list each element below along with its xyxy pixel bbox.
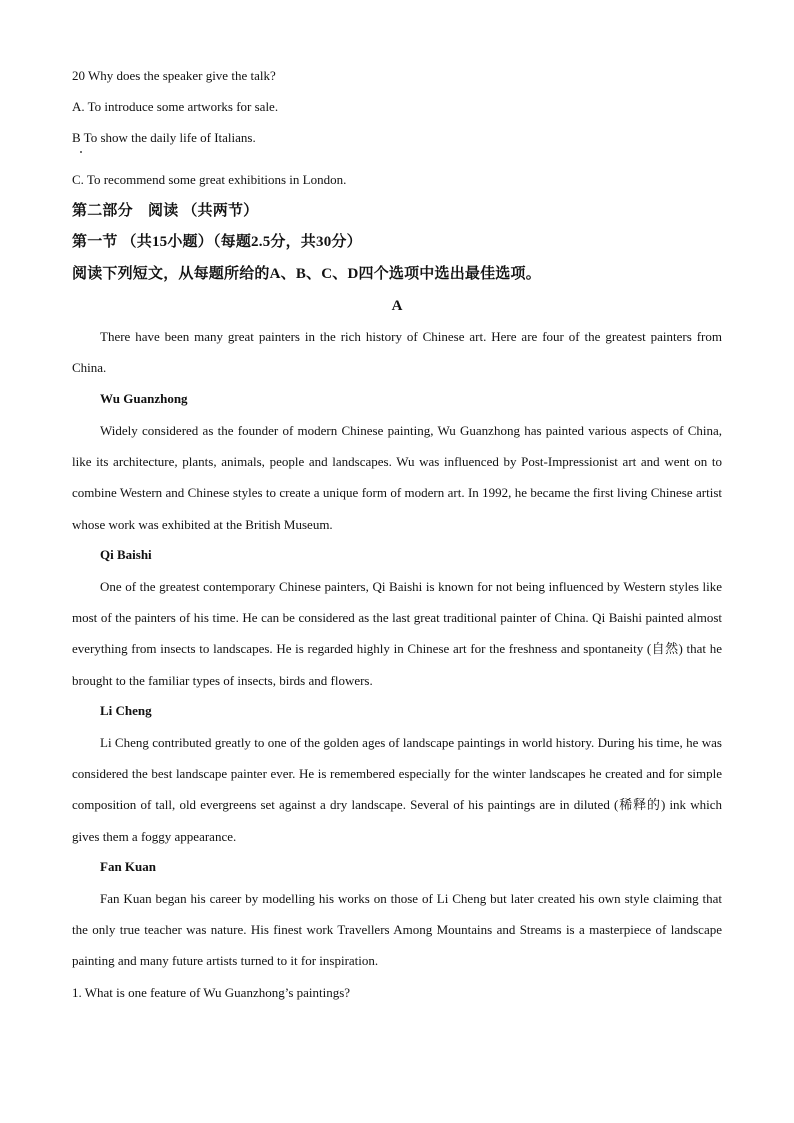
painter-text-qi-baishi: One of the greatest contemporary Chinese painters, Qi Baishi is known for not being influenced by Western styles like most of the painters of his time. He can be considered as the last great traditional painter of China. Qi Baishi painted almost everything from insects to landscapes. He is regarded highly in Chinese art for the freshness and spontaneity (自然) that he brought to the familiar types of insects, birds and flowers. [72, 579, 722, 688]
passage-intro: There have been many great painters in the rich history of Chinese art. Here are four of the greatest painters from China. [72, 329, 722, 376]
painter-text-wu-guanzhong: Widely considered as the founder of modern Chinese painting, Wu Guanzhong has painted various aspects of China, like its architecture, plants, animals, people and landscapes. Wu was influenced by Post-Impressionist art and went on to combine Western and Chinese styles to create a unique form of modern art. In 1992, he became the first living Chinese artist whose work was exhibited at the British Museum. [72, 423, 722, 532]
option-a: A. To introduce some artworks for sale. [72, 99, 279, 114]
painter-name-qi-baishi: Qi Baishi [100, 547, 152, 562]
part-title: 第二部分 阅读 （共两节） [72, 203, 259, 219]
question-1: 1. What is one feature of Wu Guanzhong’s paintings? [72, 985, 351, 1000]
painter-text-fan-kuan: Fan Kuan began his career by modelling his works on those of Li Cheng but later created his own style claiming that the only true teacher was nature. His finest work Travellers Among Mountains and Streams is a masterpiece of landscape painting and many future artists turned to it for inspiration. [72, 891, 722, 969]
instruction: 阅读下列短文，从每题所给的A、B、C、D四个选项中选出最佳选项。 [72, 266, 541, 282]
painter-name-fan-kuan: Fan Kuan [100, 859, 156, 874]
option-c: C. To recommend some great exhibitions in London. [72, 172, 347, 187]
stray-dot [80, 151, 82, 153]
option-b: B To show the daily life of Italians. [72, 130, 256, 145]
painter-name-wu-guanzhong: Wu Guanzhong [100, 391, 188, 406]
passage-label: A [391, 298, 403, 314]
painter-text-li-cheng: Li Cheng contributed greatly to one of the golden ages of landscape paintings in world history. During his time, he was considered the best landscape painter ever. He is remembered especially for the winter landscapes he created and for simple composition of tall, old evergreens set against a dry landscape. Several of his paintings are in diluted (稀释的) ink which gives them a foggy appearance. [72, 735, 722, 844]
section-title: 第一节 （共15小题）（每题2.5分，共30分） [72, 234, 362, 250]
listening-question-20: 20 Why does the speaker give the talk? [72, 68, 276, 83]
painter-name-li-cheng: Li Cheng [100, 703, 152, 718]
